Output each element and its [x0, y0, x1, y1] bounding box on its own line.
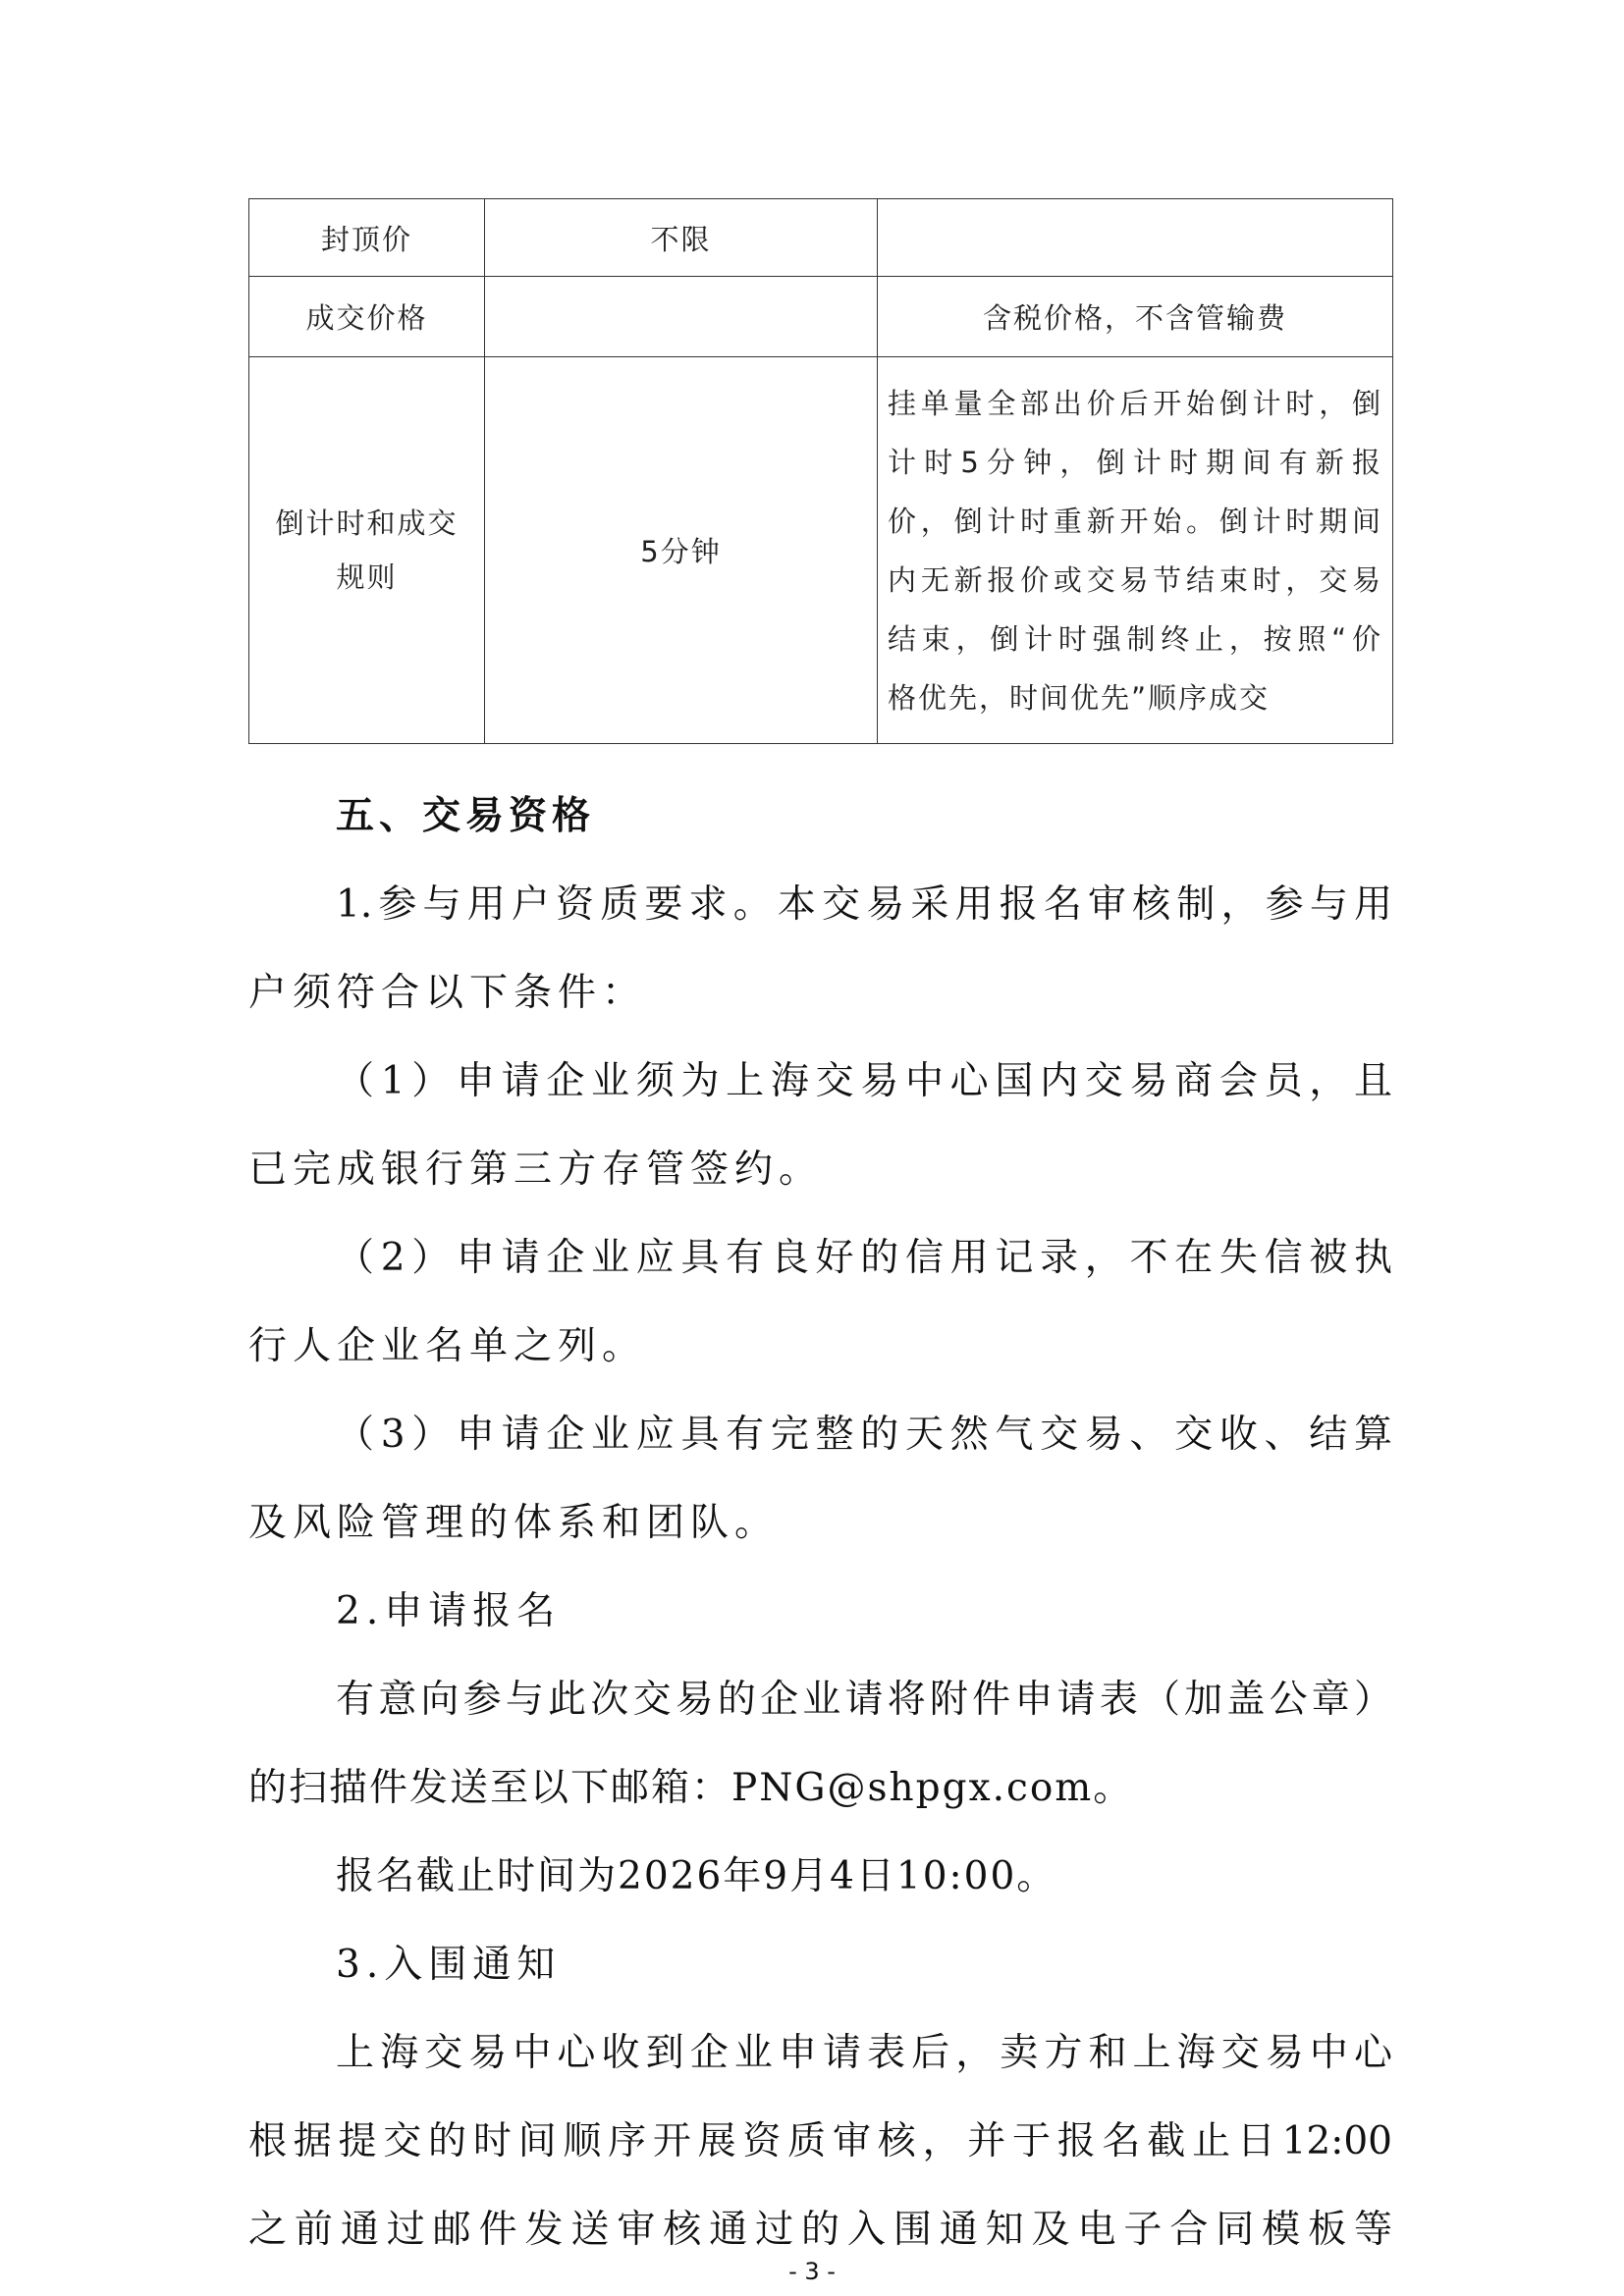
row-label-line: 倒计时和成交 — [275, 506, 459, 540]
table-row — [249, 357, 1393, 744]
row-value: 5分钟 — [485, 357, 878, 744]
page-number: - 3 - — [788, 2258, 836, 2285]
paragraph-line: （1）申请企业须为上海交易中心国内交易商会员，且 — [336, 1059, 1392, 1103]
row-label: 成交价格 — [249, 277, 485, 357]
subsection-title: 3.入围通知 — [336, 1943, 562, 1987]
subsection-title: 2.申请报名 — [336, 1589, 562, 1633]
row-note-line: 格优先，时间优先”顺序成交 — [888, 680, 1271, 715]
paragraph-line: 根据提交的时间顺序开展资质审核，并于报名截止日12:00 — [248, 2119, 1392, 2163]
paragraph-line: 已完成银行第三方存管签约。 — [248, 1148, 824, 1192]
row-value: 不限 — [485, 199, 878, 277]
row-note — [878, 199, 1393, 277]
paragraph-line: 有意向参与此次交易的企业请将附件申请表（加盖公章） — [336, 1678, 1392, 1722]
deadline-line: 报名截止时间为2026年9月4日10:00。 — [336, 1854, 1057, 1898]
row-label: 封顶价 — [249, 199, 485, 277]
table-row — [249, 199, 1393, 277]
row-note-line: 内无新报价或交易节结束时，交易 — [888, 562, 1382, 597]
row-note-line: 计时5分钟，倒计时期间有新报 — [888, 445, 1382, 479]
row-label — [249, 357, 485, 744]
paragraph-line: 之前通过邮件发送审核通过的入围通知及电子合同模板等 — [248, 2208, 1392, 2252]
paragraph-line: 户须符合以下条件： — [248, 971, 647, 1015]
paragraph-line: 及风险管理的体系和团队。 — [248, 1501, 780, 1545]
paragraph-line: 的扫描件发送至以下邮箱：PNG@shpgx.com。 — [248, 1766, 1134, 1810]
trading-rules-table — [248, 198, 1393, 744]
row-note-line: 结束，倒计时强制终止，按照“价 — [888, 621, 1382, 656]
paragraph-line: 行人企业名单之列。 — [248, 1324, 647, 1368]
row-note — [878, 357, 1393, 744]
table-row — [249, 277, 1393, 357]
row-note: 含税价格，不含管输费 — [878, 277, 1393, 357]
row-note-line: 挂单量全部出价后开始倒计时，倒 — [888, 386, 1382, 420]
paragraph-line: 1.参与用户资质要求。本交易采用报名审核制，参与用 — [336, 882, 1392, 927]
row-value — [485, 277, 878, 357]
row-note-line: 价，倒计时重新开始。倒计时期间 — [888, 504, 1382, 538]
paragraph-line: 上海交易中心收到企业申请表后，卖方和上海交易中心 — [336, 2031, 1392, 2075]
row-label-line: 规则 — [336, 560, 398, 594]
section-heading: 五、交易资格 — [336, 794, 596, 838]
paragraph-line: （3）申请企业应具有完整的天然气交易、交收、结算 — [336, 1413, 1392, 1457]
paragraph-line: （2）申请企业应具有良好的信用记录，不在失信被执 — [336, 1236, 1392, 1280]
